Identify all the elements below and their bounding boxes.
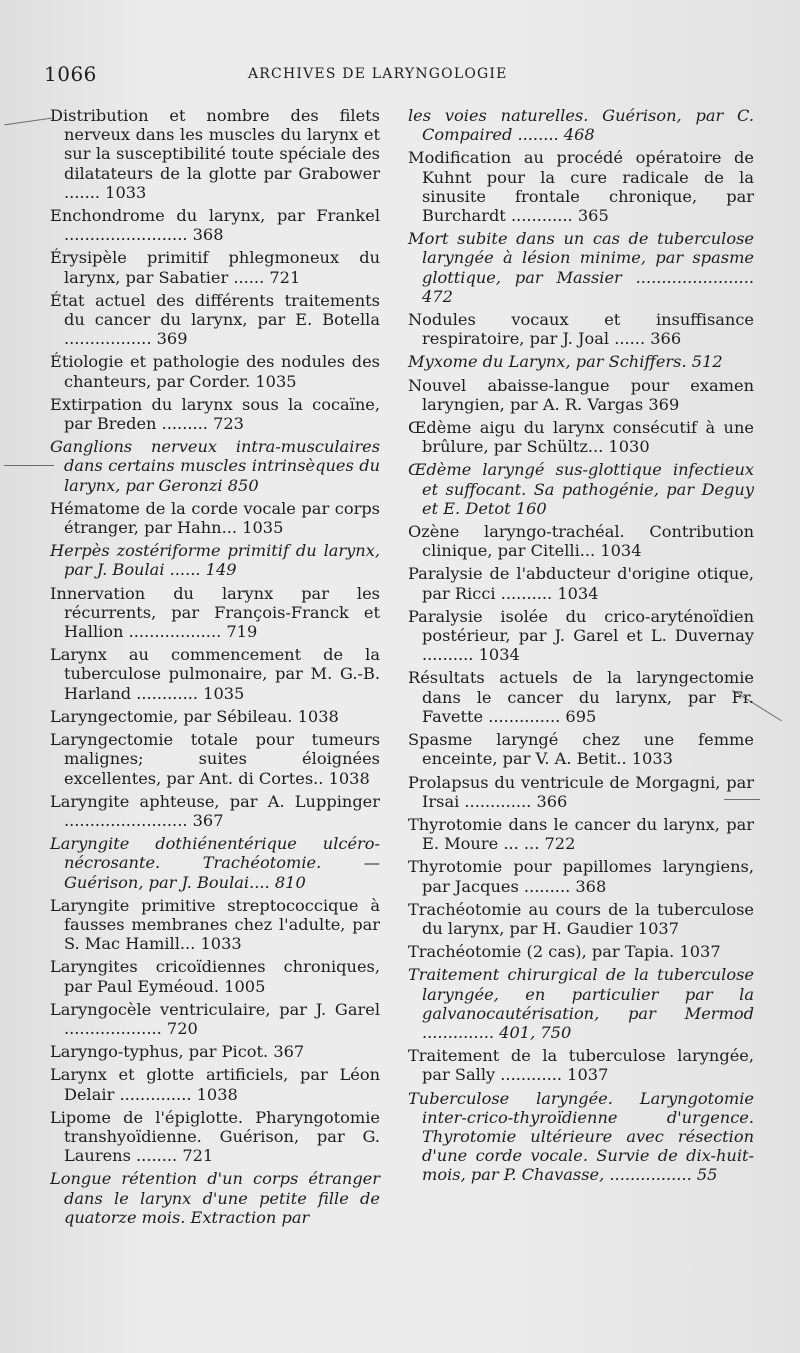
index-entry: Nodules vocaux et insuffisance respiratoire, par J. Joal ...... 366 xyxy=(408,310,754,349)
index-entry: Hématome de la corde vocale par corps étranger, par Hahn... 1035 xyxy=(50,498,380,538)
index-entry: Paralysie de l'abducteur d'origine otique, par Ricci .......... 1034 xyxy=(408,564,754,603)
index-entry: Thyrotomie pour papillomes laryngiens, par Jacques ......... 368 xyxy=(408,857,754,896)
index-entry: Larynx et glotte artificiels, par Léon Delair .............. 1038 xyxy=(50,1065,380,1104)
index-entry: Laryngectomie, par Sébileau. 1038 xyxy=(50,706,339,726)
index-entry: Trachéotomie au cours de la tuberculose du larynx, par H. Gaudier 1037 xyxy=(408,899,754,938)
margin-pencil-mark xyxy=(4,465,54,466)
index-entry: Ganglions nerveux intra-musculaires dans certains muscles intrinsèques du larynx, par Geronzi 850 xyxy=(50,437,380,495)
index-entry: Traitement chirurgical de la tuberculose laryngée, en particulier par la galvanocautérisation, par Mermod .............. 401, 750 xyxy=(408,965,754,1042)
index-entry: Œdème aigu du larynx consécutif à une brûlure, par Schültz... 1030 xyxy=(408,418,754,457)
index-entry: Myxome du Larynx, par Schiffers. 512 xyxy=(408,352,723,372)
running-head: ARCHIVES DE LARYNGOLOGIE xyxy=(248,66,508,82)
index-entry: Mort subite dans un cas de tuberculose laryngée à lésion minime, par spasme glottique, par Massier ....................... 472 xyxy=(408,229,754,306)
index-entry: Lipome de l'épiglotte. Pharyngotomie transhyoïdienne. Guérison, par G. Laurens ........ 721 xyxy=(50,1107,380,1166)
margin-pencil-mark xyxy=(4,118,52,126)
index-entry: Érysipèle primitif phlegmoneux du larynx, par Sabatier ...... 721 xyxy=(50,248,380,287)
index-column-right xyxy=(408,106,754,1189)
index-entry: Laryngites cricoïdiennes chroniques, par Paul Eyméoud. 1005 xyxy=(50,957,380,996)
index-entry: Longue rétention d'un corps étranger dans le larynx d'une petite fille de quatorze mois. Extraction par xyxy=(50,1169,380,1227)
index-entry: Laryngo-typhus, par Picot. 367 xyxy=(50,1042,305,1062)
index-entry: Tuberculose laryngée. Laryngotomie inter-crico-thyroïdienne d'urgence. Thyrotomie ultérieure avec résection d'une corde vocale. Survie de dix-huit-mois, par P. Chavasse, ................ 55 xyxy=(408,1088,754,1185)
index-entry: Paralysie isolée du crico-aryténoïdien postérieur, par J. Garel et L. Duvernay .......... 1034 xyxy=(408,606,754,665)
index-column-left xyxy=(50,106,380,1231)
index-entry: Laryngite aphteuse, par A. Luppinger ........................ 367 xyxy=(50,791,380,830)
index-entry: Modification au procédé opératoire de Kuhnt pour la cure radicale de la sinusite frontale chronique, par Burchardt ............ 365 xyxy=(408,148,754,226)
index-entry: Nouvel abaisse-langue pour examen laryngien, par A. R. Vargas 369 xyxy=(408,375,754,414)
index-entry: Spasme laryngé chez une femme enceinte, par V. A. Betit.. 1033 xyxy=(408,730,754,769)
index-entry: Trachéotomie (2 cas), par Tapia. 1037 xyxy=(408,942,721,962)
index-entry: Laryngocèle ventriculaire, par J. Garel ................... 720 xyxy=(50,999,380,1038)
index-entry: Innervation du larynx par les récurrents, par François-Franck et Hallion .................. 719 xyxy=(50,583,380,642)
index-entry: Traitement de la tuberculose laryngée, par Sally ............ 1037 xyxy=(408,1046,754,1085)
index-entry: Larynx au commencement de la tuberculose pulmonaire, par M. G.-B. Harland ............ 1035 xyxy=(50,645,380,703)
index-entry: Prolapsus du ventricule de Morgagni, par Irsai ............. 366 xyxy=(408,772,754,811)
index-entry: Ozène laryngo-trachéal. Contribution clinique, par Citelli... 1034 xyxy=(408,522,754,561)
index-entry: État actuel des différents traitements du cancer du larynx, par E. Botella ................. 369 xyxy=(50,290,380,349)
index-entry: Thyrotomie dans le cancer du larynx, par E. Moure ... ... 722 xyxy=(408,814,754,854)
index-entry: Résultats actuels de la laryngectomie dans le cancer du larynx, par Fr. Favette .............. 695 xyxy=(408,668,754,726)
page-number: 1066 xyxy=(44,62,97,86)
index-entry: les voies naturelles. Guérison, par C. Compaired ........ 468 xyxy=(408,106,754,145)
index-entry: Enchondrome du larynx, par Frankel ........................ 368 xyxy=(50,206,380,245)
index-entry: Herpès zostériforme primitif du larynx, par J. Boulai ...... 149 xyxy=(50,541,380,580)
index-entry: Laryngectomie totale pour tumeurs malignes; suites éloignées excellentes, par Ant. di Cortes.. 1038 xyxy=(50,730,380,788)
index-entry: Étiologie et pathologie des nodules des chanteurs, par Corder. 1035 xyxy=(50,352,380,391)
index-entry: Œdème laryngé sus-glottique infectieux et suffocant. Sa pathogénie, par Deguy et E. Detot 160 xyxy=(408,460,754,518)
index-entry: Laryngite primitive streptococcique à fausses membranes chez l'adulte, par S. Mac Hamill... 1033 xyxy=(50,895,380,954)
index-entry: Extirpation du larynx sous la cocaïne, par Breden ......... 723 xyxy=(50,394,380,434)
index-entry: Laryngite dothiénentérique ulcéro-nécrosante. Trachéotomie. — Guérison, par J. Boulai.... 810 xyxy=(50,834,380,892)
index-entry: Distribution et nombre des filets nerveux dans les muscles du larynx et sur la susceptibilité toute spéciale des dilatateurs de la glotte par Grabower ....... 1033 xyxy=(50,106,380,202)
